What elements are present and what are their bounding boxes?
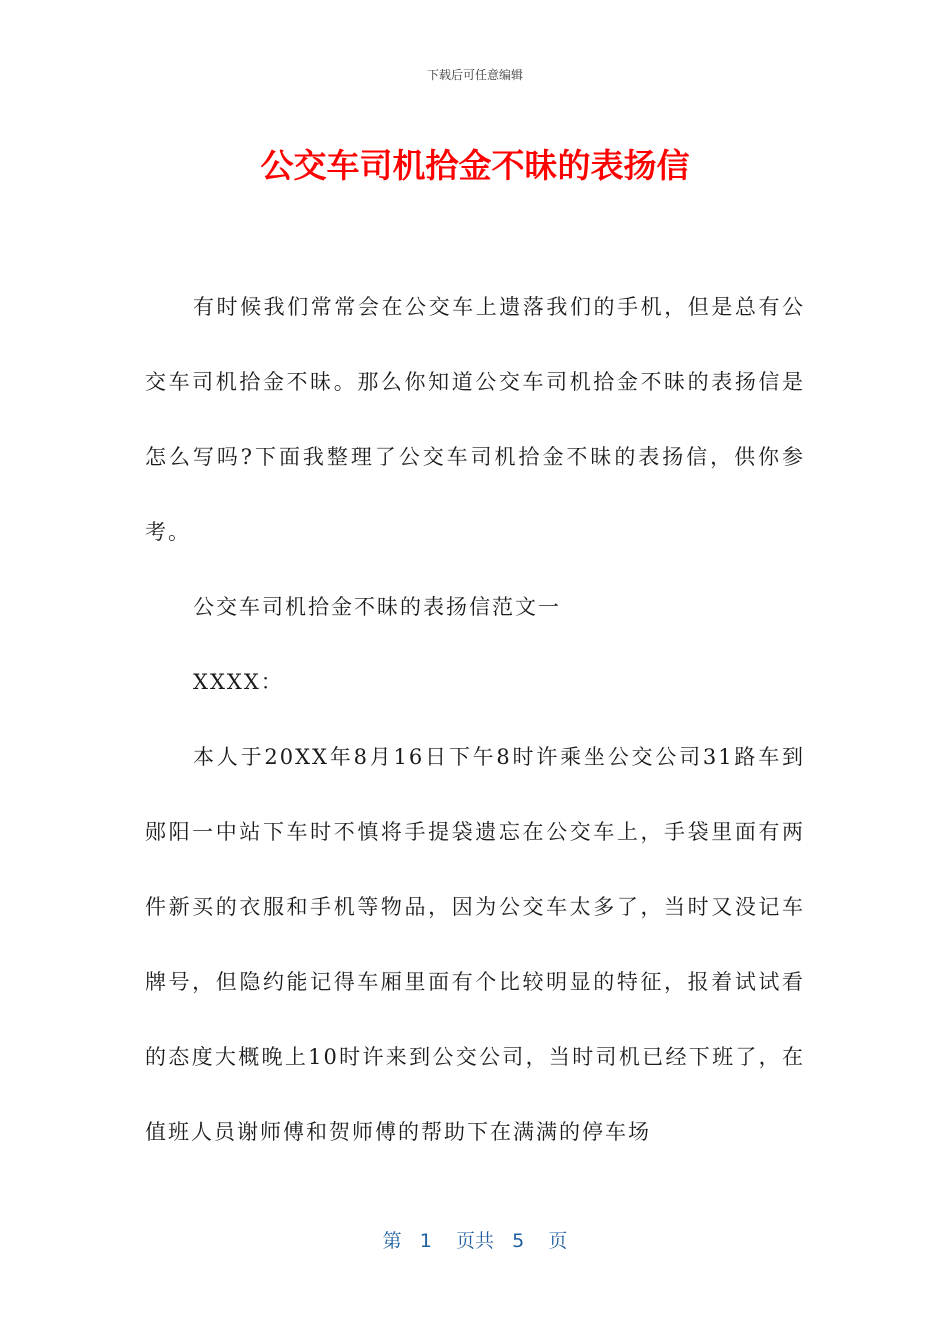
document-title: 公交车司机拾金不昧的表扬信 [260,146,690,185]
page-suffix: 页 [548,1230,568,1252]
document-body [145,270,805,1170]
total-pages-number: 5 [512,1230,525,1252]
header-note: 下载后可任意编辑 [426,68,523,82]
section-heading: 公交车司机拾金不昧的表扬信范文一 [193,595,561,619]
current-page-number: 1 [419,1230,432,1252]
intro-paragraph: 有时候我们常常会在公交车上遗落我们的手机，但是总有公交车司机拾金不昧。那么你知道公交车司机拾金不昧的表扬信是怎么写吗?下面我整理了公交车司机拾金不昧的表扬信，供你参考。 [145,295,805,544]
page-footer [0,1226,950,1253]
page-prefix: 第 [382,1230,402,1252]
salutation: XXXX： [193,670,284,694]
page-middle: 页共 [455,1230,494,1252]
letter-paragraph: 本人于20XX年8月16日下午8时许乘坐公交公司31路车到郧阳一中站下车时不慎将手提袋遗忘在公交车上，手袋里面有两件新买的衣服和手机等物品，因为公交车太多了，当时又没记车牌号，但隐约能记得车厢里面有个比较明显的特征，报着试试看的态度大概晚上10时许来到公交公司，当时司机已经下班了，在值班人员谢师傅和贺师傅的帮助下在满满的停车场 [145,745,805,1144]
